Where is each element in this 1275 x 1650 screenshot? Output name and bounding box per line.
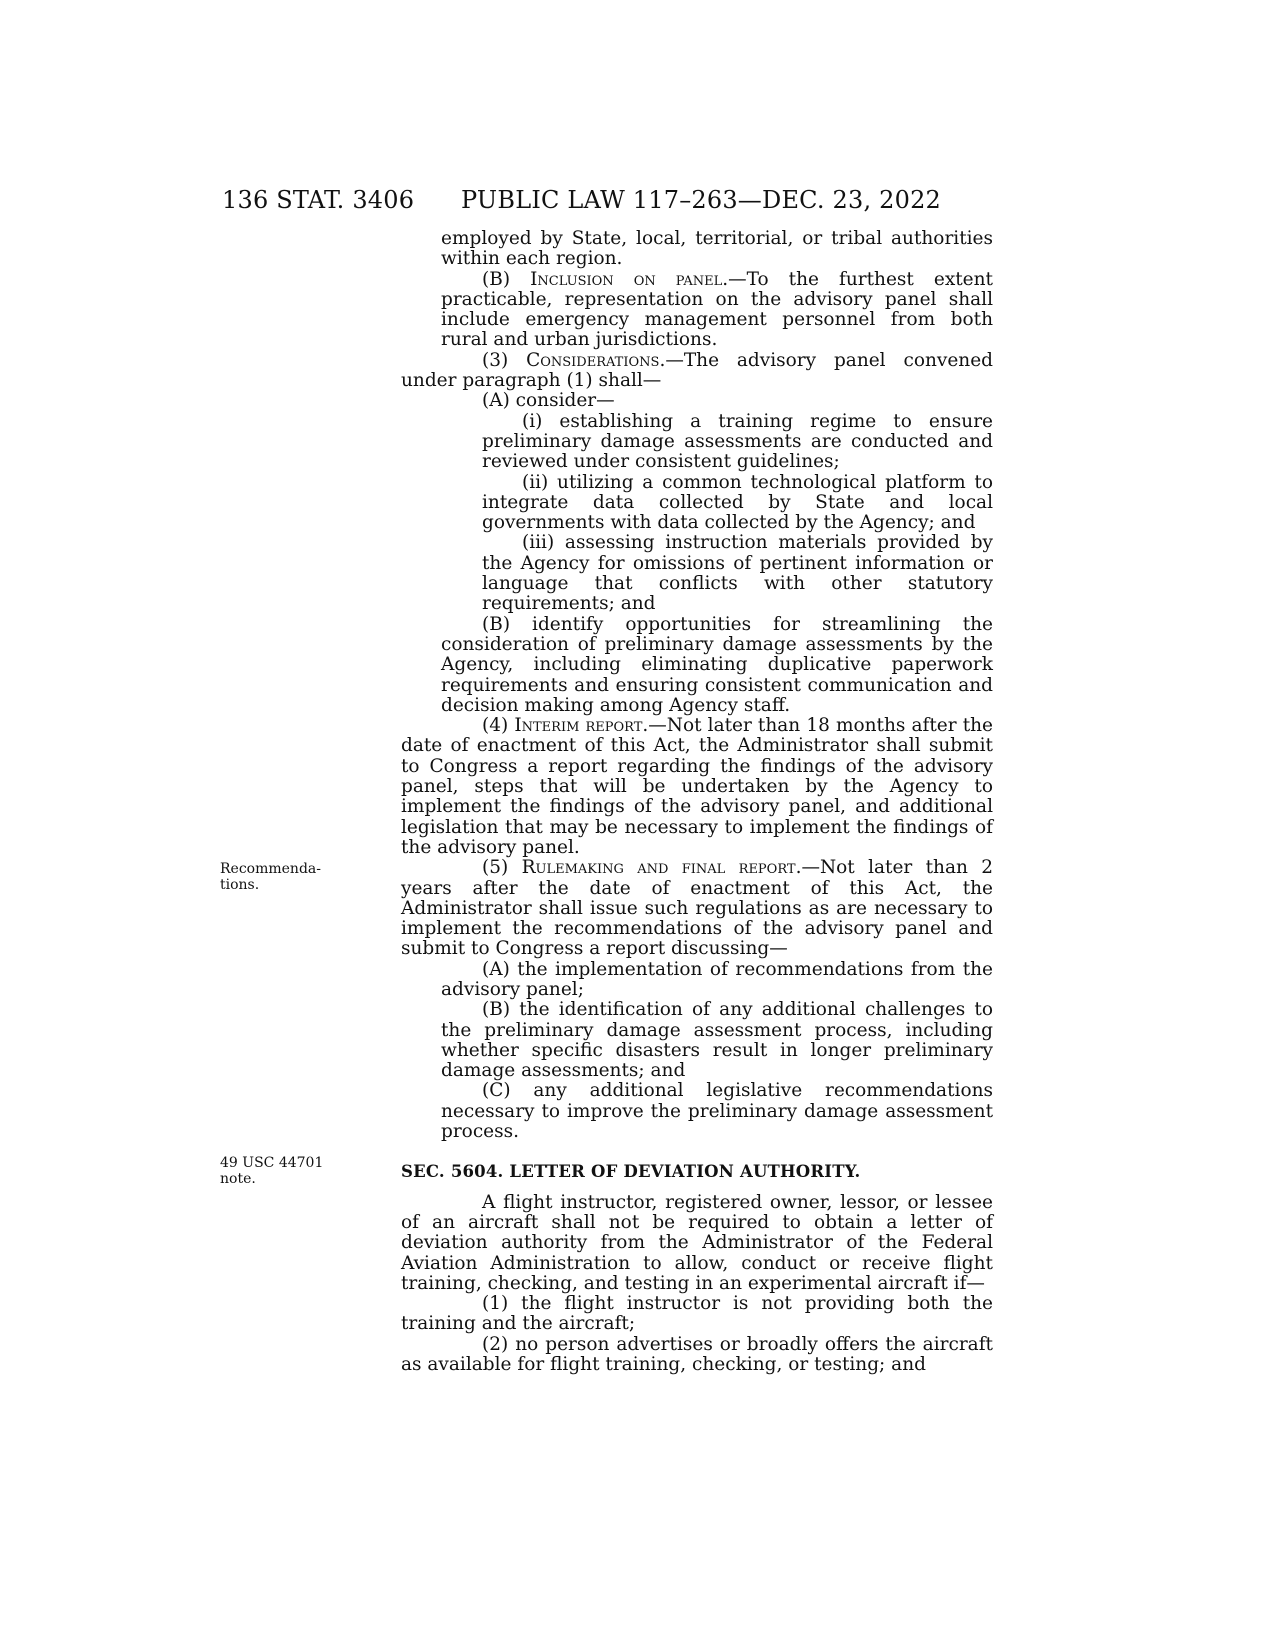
heading-considerations: Considerations bbox=[526, 349, 660, 371]
paragraph-5: (5) Rulemaking and final report.—Not later than 2 years after the date of enactment of this Act, the Administrator shall issue such regulations as are necessary to implement the recommendations of the advisory panel and submit to Congress a report discussing— bbox=[401, 857, 994, 960]
section-intro: A flight instructor, registered owner, lessor, or lessee of an aircraft shall not be required to obtain a letter of deviation authority from the Administrator of the Federal Aviation Administration to allow, conduct or receive flight training, checking, and testing in an experimental aircraft if— bbox=[401, 1191, 993, 1294]
paragraph-3-text: The advisory panel convened under paragraph (1) shall— bbox=[401, 349, 993, 392]
subparagraph-3b: (B) identify opportunities for streamlining the consideration of preliminary damage assessments by the Agency, including eliminating duplicative paperwork requirements and ensuring consistent communication and decision making among Agency staff. bbox=[441, 613, 993, 716]
paragraph-4-text: Not later than 18 months after the date of enactment of this Act, the Administrator shall submit to Congress a report regarding the findings of the advisory panel, steps that will be undertaken by the Agency to implement the findings of the advisory panel, and additional legislation that may be necessary to implement the findings of the advisory panel. bbox=[401, 715, 993, 858]
statute-body bbox=[401, 229, 993, 1375]
subparagraph-5b: (B) the identification of any additional challenges to the preliminary damage assessment process, including whether specific disasters result in longer preliminary damage assessments; and bbox=[441, 999, 993, 1082]
page-number: 136 STAT. 3406 bbox=[222, 186, 415, 214]
subparagraph-5a: (A) the implementation of recommendations from the advisory panel; bbox=[441, 958, 993, 1000]
section-item-1: (1) the flight instructor is not providing both the training and the aircraft; bbox=[401, 1293, 993, 1335]
clause-3a-i: (i) establishing a training regime to ensure preliminary damage assessments are conducted and reviewed under consistent guidelines; bbox=[482, 410, 993, 473]
subparagraph-2b: (B) Inclusion on panel.—To the furthest extent practicable, representation on the advisory panel shall include emergency management personnel from both rural and urban jurisdictions. bbox=[441, 268, 993, 351]
running-head: PUBLIC LAW 117–263—DEC. 23, 2022 bbox=[461, 186, 942, 214]
section-item-2: (2) no person advertises or broadly offers the aircraft as available for flight training, checking, or testing; and bbox=[401, 1333, 993, 1376]
heading-inclusion-on-panel: Inclusion on panel bbox=[530, 268, 723, 290]
margin-note-recommendations: Recommenda- tions. bbox=[220, 861, 321, 893]
heading-rulemaking-final-report: Rulemaking and final report bbox=[521, 857, 796, 879]
subparagraph-5c: (C) any additional legislative recommendations necessary to improve the preliminary damage assessment process. bbox=[441, 1080, 993, 1143]
section-title: SEC. 5604. LETTER OF DEVIATION AUTHORITY. bbox=[401, 1162, 861, 1182]
paragraph-continuation: employed by State, local, territorial, or tribal authorities within each region. bbox=[441, 228, 993, 270]
margin-note-usc-citation: 49 USC 44701 note. bbox=[220, 1155, 324, 1187]
clause-3a-iii: (iii) assessing instruction materials provided by the Agency for omissions of pertinent information or language that conflicts with other statutory requirements; and bbox=[482, 532, 993, 615]
paragraph-4: (4) Interim report.—Not later than 18 months after the date of enactment of this Act, the Administrator shall submit to Congress a report regarding the findings of the advisory panel, steps that will be undertaken by the Agency to implement the findings of the advisory panel, and additional legislation that may be necessary to implement the findings of the advisory panel. bbox=[401, 715, 993, 858]
heading-interim-report: Interim report bbox=[514, 715, 643, 737]
subparagraph-2b-text: To the furthest extent practicable, representation on the advisory panel shall include emergency management personnel from both rural and urban jurisdictions. bbox=[441, 268, 993, 351]
paragraph-5-text: Not later than 2 years after the date of enactment of this Act, the Administrator shall issue such regulations as are necessary to implement the recommendations of the advisory panel and submit to Congress a report discussing— bbox=[401, 857, 994, 960]
paragraph-3: (3) Considerations.—The advisory panel convened under paragraph (1) shall— bbox=[401, 349, 993, 392]
clause-3a-ii: (ii) utilizing a common technological platform to integrate data collected by State and local governments with data collected by the Agency; and bbox=[482, 471, 993, 534]
subparagraph-3a: (A) consider— bbox=[482, 390, 615, 412]
